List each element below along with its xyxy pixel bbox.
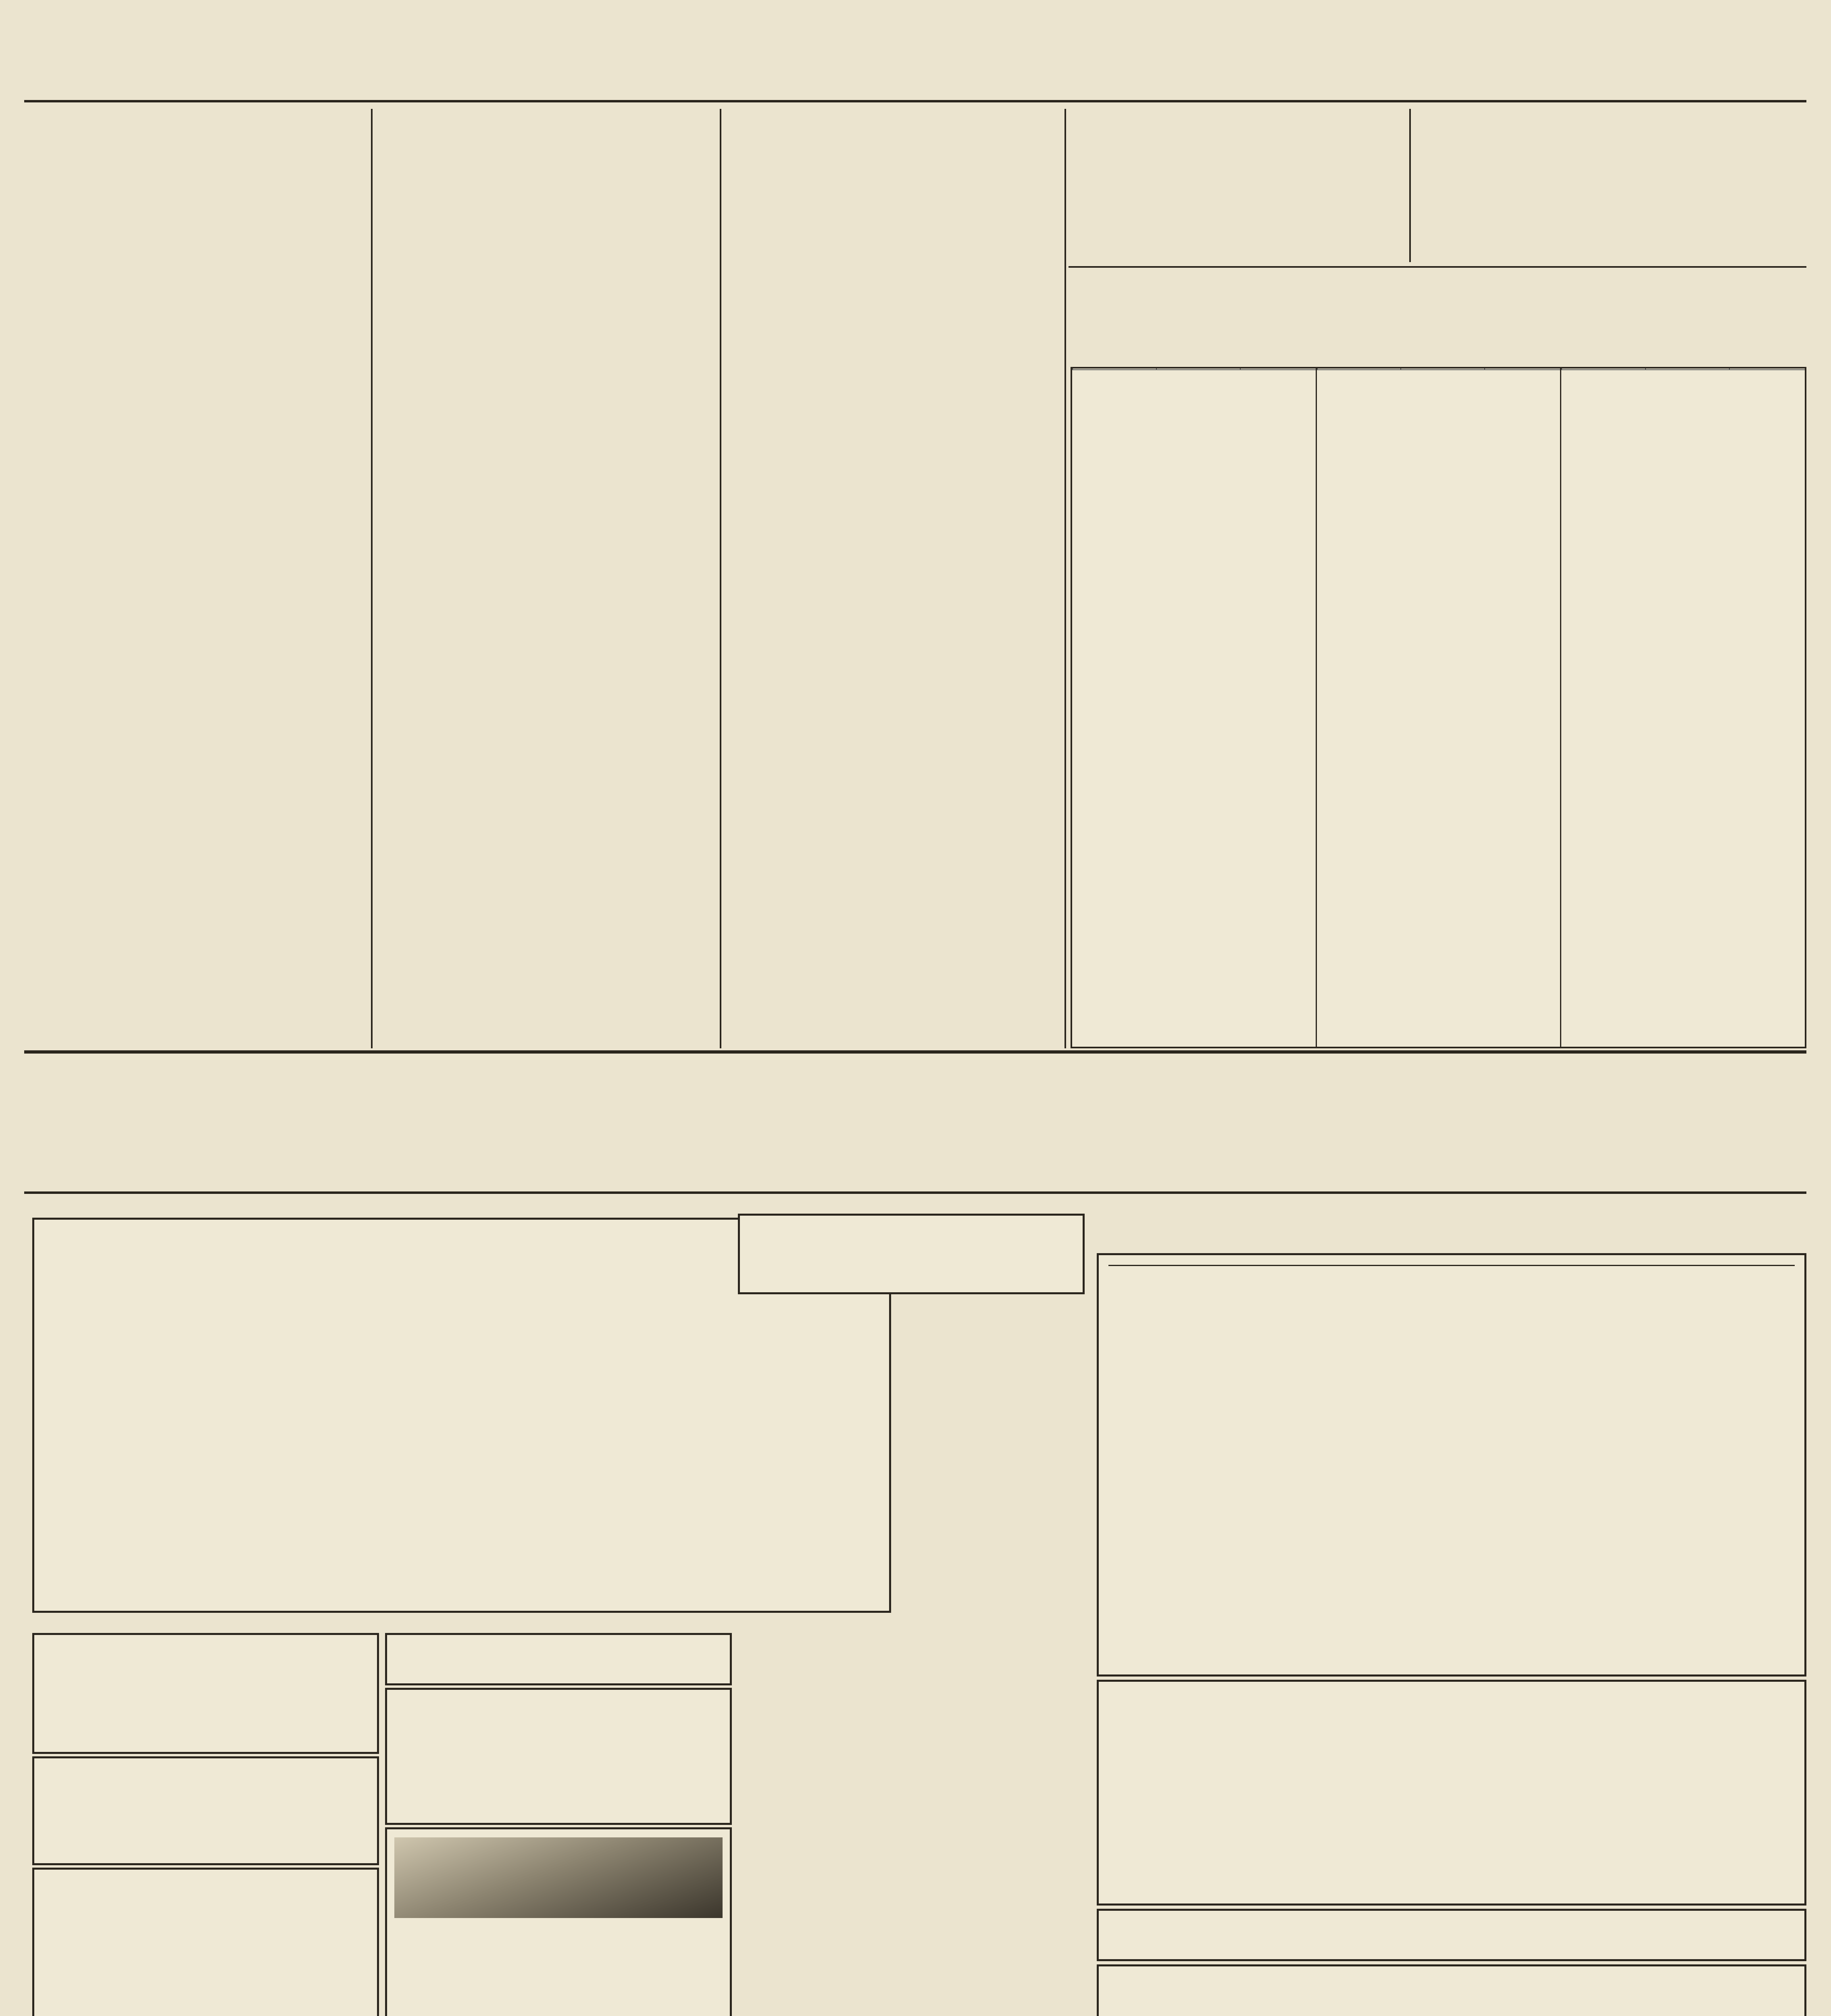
ad-mid-1 — [385, 1688, 732, 1825]
column-bursy-2 — [377, 109, 716, 1048]
ads-middle-column — [385, 1633, 732, 2016]
ad-right-3 — [1097, 1909, 1806, 1961]
ad-mid-0 — [385, 1633, 732, 1685]
column-bursy-4 — [1071, 109, 1405, 270]
col-divider — [720, 109, 721, 1048]
poznejme-text — [738, 1300, 1085, 2016]
ads-left-column — [32, 1633, 379, 2016]
prague-bourse-table — [1071, 367, 1806, 1048]
col-divider — [1409, 109, 1411, 262]
ad-left-2 — [32, 1868, 379, 2016]
column-bursy-1 — [28, 109, 367, 1048]
banner-rule-bottom — [24, 1191, 1806, 1194]
ad-right-1 — [1097, 1253, 1806, 1677]
page-header — [24, 60, 1806, 97]
kupari-photo — [394, 1837, 723, 1918]
column-bursy-5 — [1415, 109, 1806, 270]
ads-right-column — [1097, 1214, 1806, 2016]
article-poznejme — [738, 1214, 1085, 2016]
prague-bourse-header — [1071, 274, 1806, 367]
banner-subline — [28, 1161, 1802, 1189]
poznejme-title-box — [738, 1214, 1085, 1294]
col-divider — [371, 109, 373, 1048]
rates-group-3 — [1561, 369, 1805, 1047]
ad-left-0 — [32, 1633, 379, 1754]
ad-footer — [1108, 1265, 1795, 1266]
ad-left-1 — [32, 1756, 379, 1865]
banner-rule-top — [24, 1050, 1806, 1054]
ad-mid-2 — [385, 1827, 732, 2016]
travel-banner — [24, 1054, 1806, 1159]
ad-right-4 — [1097, 1964, 1806, 2016]
section-rule — [1069, 266, 1806, 268]
column-bursy-3 — [726, 109, 1060, 1048]
col-divider — [1064, 109, 1066, 1048]
ad-right-2 — [1097, 1680, 1806, 1906]
rates-group-2 — [1317, 369, 1562, 1047]
header-rule — [24, 100, 1806, 102]
rates-group-1 — [1072, 369, 1317, 1047]
ad-right-0 — [1097, 1214, 1806, 1250]
